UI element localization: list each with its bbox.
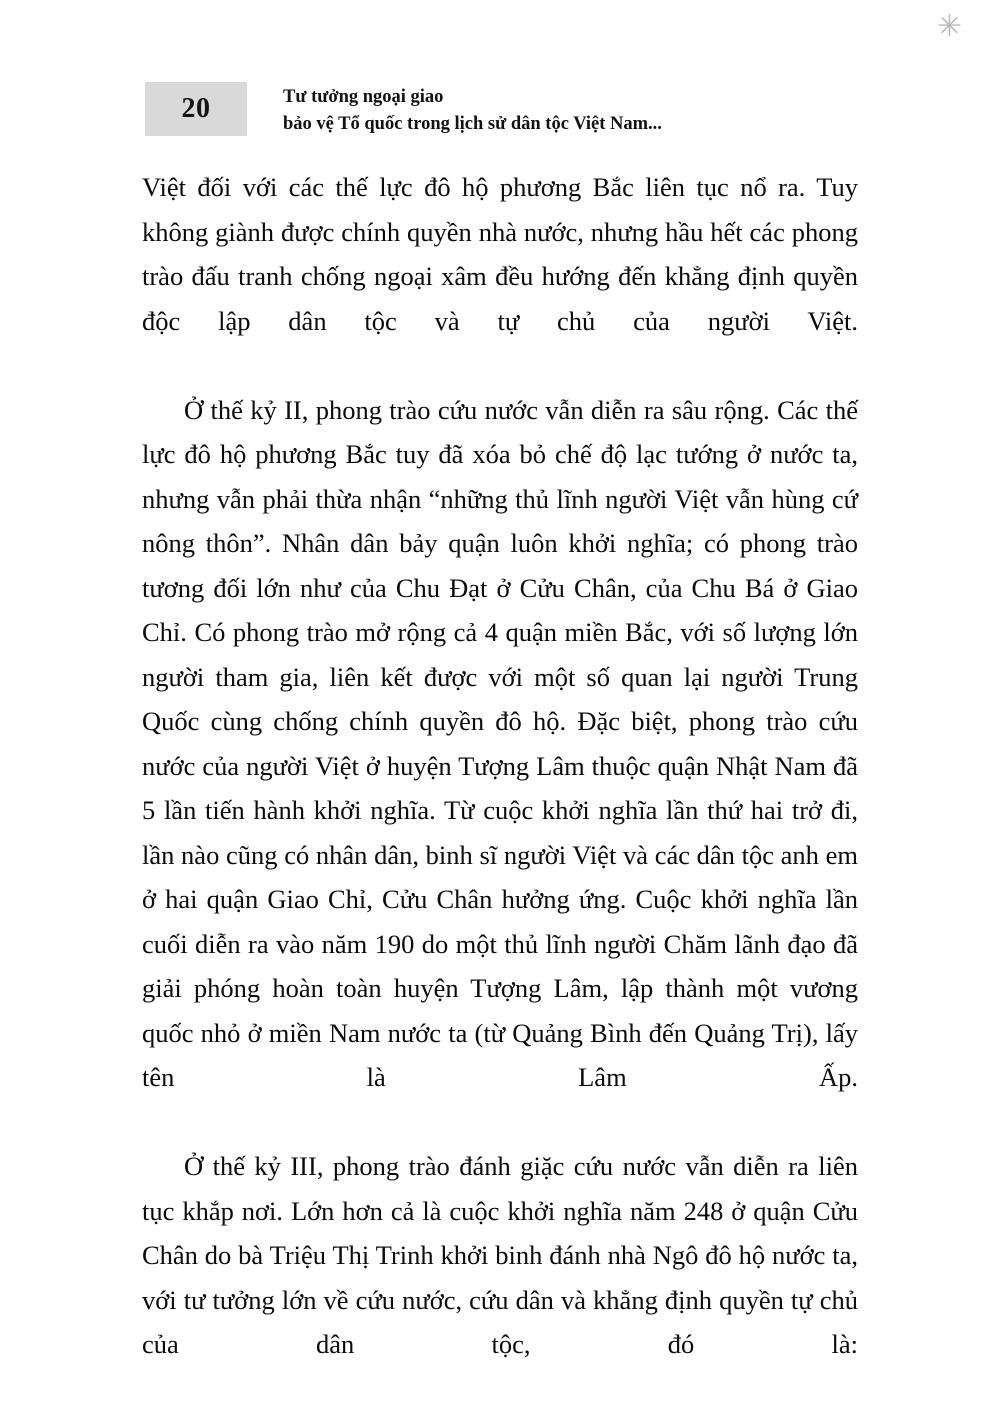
asterisk-icon: ✳ [936,9,962,44]
running-head-line-2: bảo vệ Tổ quốc trong lịch sử dân tộc Việt Nam... [283,114,662,134]
running-head-line-1: Tư tưởng ngoại giao [283,87,444,107]
page-number-box [145,82,247,136]
paragraph: Ở thế kỷ II, phong trào cứu nước vẫn diễn ra sâu rộng. Các thế lực đô hộ phương Bắc tuy đã xóa bỏ chế độ lạc tướng ở nước ta, nhưng vẫn phải thừa nhận “những thủ lĩnh người Việt vẫn hùng cứ nông thôn”. Nhân dân bảy quận luôn khởi nghĩa; có phong trào tương đối lớn như của Chu Đạt ở Cửu Chân, của Chu Bá ở Giao Chỉ. Có phong trào mở rộng cả 4 quận miền Bắc, với số lượng lớn người tham gia, liên kết được với một số quan lại người Trung Quốc cùng chống chính quyền đô hộ. Đặc biệt, phong trào cứu nước của người Việt ở huyện Tượng Lâm thuộc quận Nhật Nam đã 5 lần tiến hành khởi nghĩa. Từ cuộc khởi nghĩa lần thứ hai trở đi, lần nào cũng có nhân dân, binh sĩ người Việt và các dân tộc anh em ở hai quận Giao Chỉ, Cửu Chân hưởng ứng. Cuộc khởi nghĩa lần cuối diễn ra vào năm 190 do một thủ lĩnh người Chăm lãnh đạo đã giải phóng hoàn toàn huyện Tượng Lâm, lập thành một vương quốc nhỏ ở miền Nam nước ta (từ Quảng Bình đến Quảng Trị), lấy tên là Lâm Ấp. [142,394,858,1092]
page-header [145,82,865,138]
paragraph: Ở thế kỷ III, phong trào đánh giặc cứu nước vẫn diễn ra liên tục khắp nơi. Lớn hơn cả là cuộc khởi nghĩa năm 248 ở quận Cửu Chân do bà Triệu Thị Trinh khởi binh đánh nhà Ngô đô hộ nước ta, với tư tưởng lớn về cứu nước, cứu dân và khẳng định quyền tự chủ của dân tộc, đó là: [142,1151,858,1359]
paragraph: Việt đối với các thế lực đô hộ phương Bắc liên tục nổ ra. Tuy không giành được chính quyền nhà nước, nhưng hầu hết các phong trào đấu tranh chống ngoại xâm đều hướng đến khẳng định quyền độc lập dân tộc và tự chủ của người Việt. [142,172,858,336]
running-head [283,84,662,138]
page-body [142,165,858,1411]
page-number: 20 [181,93,211,124]
